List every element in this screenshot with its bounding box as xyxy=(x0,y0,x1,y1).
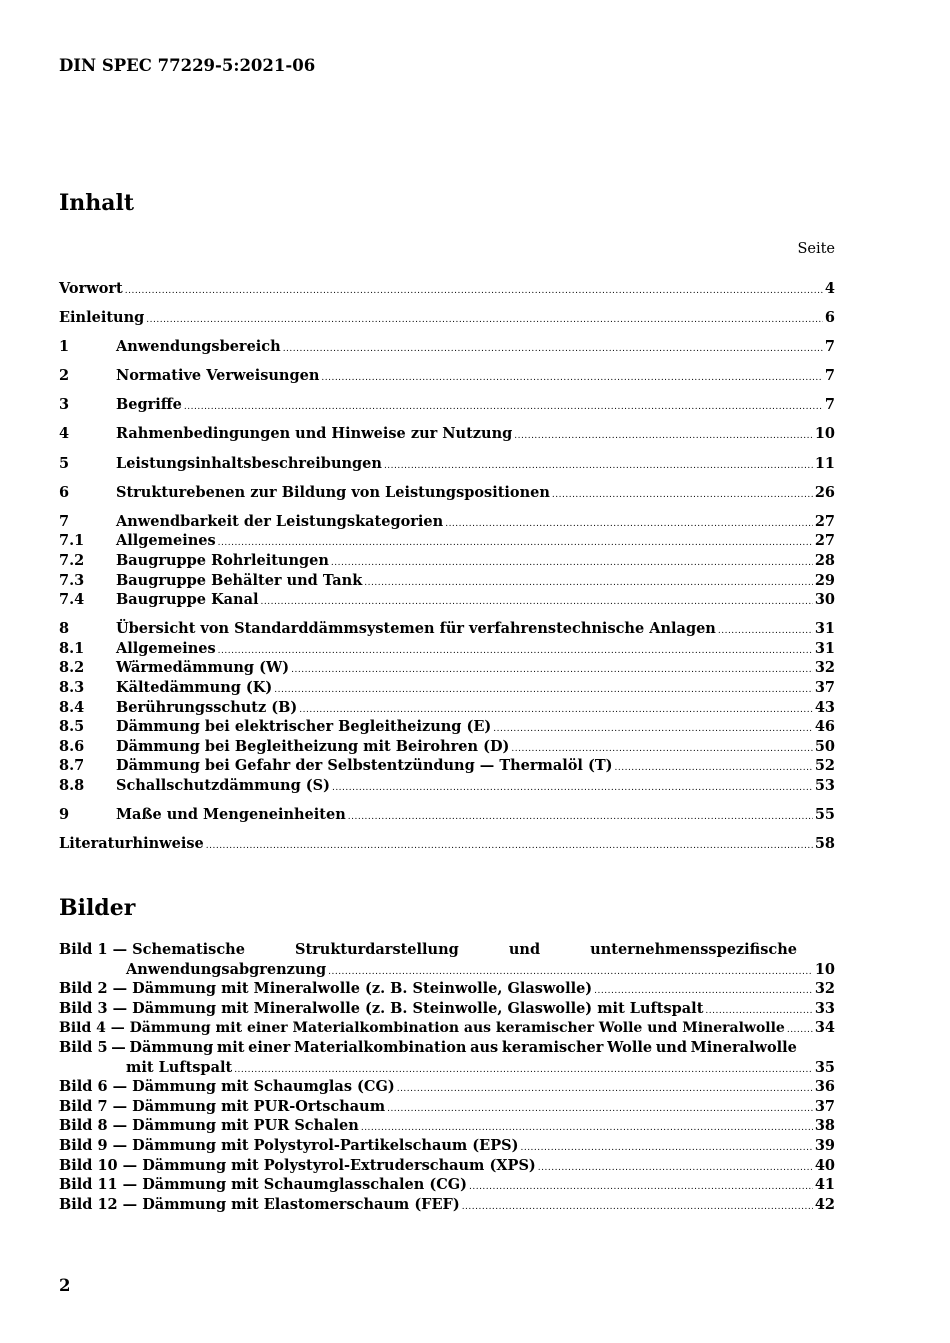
toc-entry-number: 7.3 xyxy=(59,571,85,589)
toc-entry-einleitung[interactable] xyxy=(59,308,835,328)
figure-entry-title: Bild 7 — Dämmung mit PUR-Ortschaum xyxy=(59,1097,386,1115)
toc-entry-page: 4 xyxy=(824,280,835,297)
toc-entry-3[interactable] xyxy=(59,395,835,415)
figure-entry-page: 36 xyxy=(814,1078,835,1096)
figure-entry-2[interactable] xyxy=(59,979,835,999)
dot-leader xyxy=(538,1159,813,1179)
toc-entry-page: 26 xyxy=(814,483,835,501)
figure-entry-11[interactable] xyxy=(59,1175,835,1195)
toc-entry-5[interactable] xyxy=(59,454,835,474)
word: Dämmung xyxy=(129,1038,214,1056)
toc-entry-title: Strukturebenen zur Bildung von Leistungspositionen xyxy=(116,483,550,501)
toc-entry-page: 10 xyxy=(814,425,835,443)
toc-heading: Inhalt xyxy=(59,190,135,216)
figure-entry-page: 34 xyxy=(814,1019,835,1037)
toc-entry-title: Übersicht von Standarddämmsystemen für verfahrenstechnische Anlagen xyxy=(116,620,716,638)
word: Bild 5 xyxy=(59,1038,108,1056)
toc-entry-7-4[interactable] xyxy=(59,590,835,610)
list-of-figures xyxy=(59,940,835,1214)
toc-entry-page: 58 xyxy=(814,835,835,853)
toc-entry-number: 8.4 xyxy=(59,698,85,716)
figure-entry-title: Bild 11 — Dämmung mit Schaumglasschalen (CG) xyxy=(59,1176,467,1194)
figure-entry-continuation xyxy=(59,960,835,980)
toc-entry-number: 9 xyxy=(59,806,70,824)
word: und xyxy=(508,941,541,958)
toc-entry-8-2[interactable] xyxy=(59,658,835,678)
dot-leader xyxy=(274,681,813,701)
figure-entry-title-line xyxy=(59,1038,797,1058)
toc-entry-title: Dämmung bei elektrischer Begleitheizung (E) xyxy=(116,718,492,736)
figure-entry-title: Bild 10 — Dämmung mit Polystyrol-Extruderschaum (XPS) xyxy=(59,1156,536,1174)
toc-entry-8-4[interactable] xyxy=(59,698,835,718)
figure-entry-page: 35 xyxy=(814,1058,835,1076)
toc-entry-7-1[interactable] xyxy=(59,531,835,551)
toc-entry-page: 7 xyxy=(824,396,835,414)
word: Bild 1 — Schematische xyxy=(59,941,245,958)
word: mit xyxy=(216,1038,245,1056)
dot-leader xyxy=(332,779,813,799)
toc-entry-title: Einleitung xyxy=(59,309,145,327)
toc-entry-number: 7.1 xyxy=(59,532,85,550)
figure-entry-page: 39 xyxy=(814,1136,835,1154)
dot-leader xyxy=(261,593,813,613)
figure-entry-title: mit Luftspalt xyxy=(126,1058,233,1076)
word: Wolle xyxy=(607,1038,653,1056)
dot-leader xyxy=(206,837,813,857)
word: Mineralwolle xyxy=(690,1038,797,1056)
toc-entry-page: 6 xyxy=(824,309,835,327)
toc-entry-title: Maße und Mengeneinheiten xyxy=(116,806,346,824)
toc-entry-page: 31 xyxy=(814,639,835,657)
toc-entry-number: 8.7 xyxy=(59,757,85,775)
word: unternehmensspezifische xyxy=(590,941,797,958)
toc-entry-7-2[interactable] xyxy=(59,551,835,571)
toc-entry-title: Literaturhinweise xyxy=(59,835,204,853)
figure-entry-3[interactable] xyxy=(59,999,835,1019)
figure-entry-4[interactable] xyxy=(59,1018,835,1038)
dot-leader xyxy=(125,282,823,302)
dot-leader xyxy=(462,1198,813,1218)
figure-entry-7[interactable] xyxy=(59,1097,835,1117)
dot-leader xyxy=(493,720,813,740)
toc-entry-page: 32 xyxy=(814,659,835,677)
dot-leader xyxy=(321,369,823,389)
toc-entry-7-3[interactable] xyxy=(59,571,835,591)
toc-entry-page: 7 xyxy=(824,367,835,385)
word: Strukturdarstellung xyxy=(295,941,459,958)
figure-entry-page: 37 xyxy=(814,1097,835,1115)
dot-leader xyxy=(469,1178,813,1198)
dot-leader xyxy=(146,311,823,331)
toc-entry-1[interactable] xyxy=(59,337,835,357)
toc-entry-page: 46 xyxy=(814,718,835,736)
toc-entry-number: 7.4 xyxy=(59,591,85,609)
dot-leader xyxy=(718,622,813,642)
toc-entry-title: Baugruppe Kanal xyxy=(116,591,259,609)
figure-entry-page: 32 xyxy=(814,980,835,998)
toc-entry-page: 52 xyxy=(814,757,835,775)
figure-entry-title: Bild 2 — Dämmung mit Mineralwolle (z. B. Steinwolle, Glaswolle) xyxy=(59,980,593,998)
figure-entry-page: 10 xyxy=(814,960,835,978)
figure-entry-8[interactable] xyxy=(59,1116,835,1136)
figure-entry-1[interactable] xyxy=(59,940,835,979)
toc-entry-literatur[interactable] xyxy=(59,834,835,854)
toc-entry-page: 11 xyxy=(814,454,835,472)
toc-entry-title: Normative Verweisungen xyxy=(116,367,320,385)
word: — xyxy=(111,1038,126,1056)
toc-entry-page: 30 xyxy=(814,591,835,609)
toc-entry-page: 28 xyxy=(814,551,835,569)
word: keramischer xyxy=(501,1038,604,1056)
toc-entry-6[interactable] xyxy=(59,483,835,503)
toc-entry-title: Rahmenbedingungen und Hinweise zur Nutzung xyxy=(116,425,513,443)
dot-leader xyxy=(445,515,813,535)
toc-entry-title: Wärmedämmung (W) xyxy=(116,659,290,677)
toc-entry-page: 37 xyxy=(814,679,835,696)
toc-entry-number: 8.3 xyxy=(59,679,85,696)
page-number: 2 xyxy=(59,1276,71,1295)
dot-leader xyxy=(348,808,813,828)
toc-entry-number: 8.5 xyxy=(59,718,85,736)
toc-entry-8-6[interactable] xyxy=(59,737,835,757)
toc-entry-8-1[interactable] xyxy=(59,639,835,659)
toc-entry-number: 5 xyxy=(59,454,70,472)
toc-entry-title: Baugruppe Rohrleitungen xyxy=(116,551,329,569)
toc-entry-page: 7 xyxy=(824,338,835,356)
figure-entry-page: 38 xyxy=(814,1117,835,1135)
figure-entry-title: Bild 4 — Dämmung mit einer Materialkombination aus keramischer Wolle und Mineralwolle xyxy=(59,1020,785,1037)
figure-entry-title: Bild 6 — Dämmung mit Schaumglas (CG) xyxy=(59,1078,395,1096)
toc-entry-page: 50 xyxy=(814,737,835,755)
toc-entry-8-8[interactable] xyxy=(59,776,835,796)
dot-leader xyxy=(387,1100,813,1120)
dot-leader xyxy=(552,486,813,506)
toc-entry-title: Vorwort xyxy=(59,280,123,297)
toc-entry-title: Schallschutzdämmung (S) xyxy=(116,776,330,794)
dot-leader xyxy=(615,759,813,779)
figure-entry-title: Bild 8 — Dämmung mit PUR Schalen xyxy=(59,1117,359,1135)
seite-label: Seite xyxy=(797,241,835,257)
toc-entry-7[interactable] xyxy=(59,512,835,532)
toc-entry-number: 6 xyxy=(59,483,70,501)
dot-leader xyxy=(384,457,813,477)
dot-leader xyxy=(520,1139,812,1159)
toc-entry-title: Leistungsinhaltsbeschreibungen xyxy=(116,454,382,472)
dot-leader xyxy=(397,1080,813,1100)
toc-entry-number: 8.2 xyxy=(59,659,85,677)
toc-entry-title: Dämmung bei Gefahr der Selbstentzündung — Thermalöl (T) xyxy=(116,757,613,775)
toc-entry-title: Anwendungsbereich xyxy=(116,338,281,356)
toc-entry-number: 8.1 xyxy=(59,639,85,657)
figure-entry-page: 42 xyxy=(814,1195,835,1213)
toc-entry-title: Kältedämmung (K) xyxy=(116,679,273,696)
toc-entry-8[interactable] xyxy=(59,619,835,639)
word: Materialkombination xyxy=(293,1038,467,1056)
figure-entry-10[interactable] xyxy=(59,1156,835,1176)
toc-entry-page: 53 xyxy=(814,776,835,794)
toc-entry-number: 8.6 xyxy=(59,737,85,755)
toc-entry-title: Baugruppe Behälter und Tank xyxy=(116,571,363,589)
toc-entry-title: Berührungsschutz (B) xyxy=(116,698,298,716)
figure-entry-page: 40 xyxy=(814,1156,835,1174)
toc-entry-title: Dämmung bei Begleitheizung mit Beirohren (D) xyxy=(116,737,510,755)
toc-entry-4[interactable] xyxy=(59,424,835,444)
figures-heading: Bilder xyxy=(59,895,136,921)
toc-entry-title: Allgemeines xyxy=(116,639,216,657)
dot-leader xyxy=(291,661,813,681)
dot-leader xyxy=(364,574,813,594)
document-id: DIN SPEC 77229-5:2021-06 xyxy=(59,56,316,75)
toc-entry-number: 7 xyxy=(59,512,70,530)
toc-entry-page: 27 xyxy=(814,512,835,530)
figure-entry-title: Bild 3 — Dämmung mit Mineralwolle (z. B. Steinwolle, Glaswolle) mit Luftspalt xyxy=(59,999,704,1017)
toc-entry-title: Anwendbarkeit der Leistungskategorien xyxy=(116,512,444,530)
figure-entry-continuation xyxy=(59,1058,835,1078)
toc-entry-number: 8 xyxy=(59,620,70,638)
toc-entry-page: 27 xyxy=(814,532,835,550)
toc-entry-title: Begriffe xyxy=(116,396,182,414)
toc-entry-page: 55 xyxy=(814,806,835,824)
toc-entry-vorwort[interactable] xyxy=(59,279,835,299)
toc-entry-page: 29 xyxy=(814,571,835,589)
toc-entry-2[interactable] xyxy=(59,366,835,386)
toc-entry-number: 2 xyxy=(59,367,70,385)
figure-entry-5[interactable] xyxy=(59,1038,835,1077)
figure-entry-9[interactable] xyxy=(59,1136,835,1156)
toc-entry-title: Allgemeines xyxy=(116,532,216,550)
dot-leader xyxy=(218,642,813,662)
figure-entry-page: 41 xyxy=(814,1176,835,1194)
toc-entry-number: 1 xyxy=(59,338,70,356)
figure-entry-6[interactable] xyxy=(59,1077,835,1097)
figure-entry-12[interactable] xyxy=(59,1195,835,1215)
toc-entry-9[interactable] xyxy=(59,805,835,825)
table-of-contents xyxy=(59,279,835,854)
toc-entry-8-5[interactable] xyxy=(59,717,835,737)
word: und xyxy=(655,1038,687,1056)
toc-entry-page: 31 xyxy=(814,620,835,638)
toc-entry-number: 4 xyxy=(59,425,70,443)
figure-entry-title-line xyxy=(59,940,797,960)
word: aus xyxy=(470,1038,499,1056)
toc-entry-8-7[interactable] xyxy=(59,756,835,776)
dot-leader xyxy=(514,427,813,447)
toc-entry-number: 3 xyxy=(59,396,70,414)
figure-entry-title: Bild 12 — Dämmung mit Elastomerschaum (FEF) xyxy=(59,1195,460,1213)
dot-leader xyxy=(331,554,813,574)
figure-entry-title: Anwendungsabgrenzung xyxy=(126,960,327,978)
figure-entry-title: Bild 9 — Dämmung mit Polystyrol-Partikelschaum (EPS) xyxy=(59,1136,519,1154)
word: einer xyxy=(248,1038,291,1056)
dot-leader xyxy=(184,398,823,418)
toc-entry-number: 7.2 xyxy=(59,551,85,569)
figure-entry-page: 33 xyxy=(814,999,835,1017)
toc-entry-number: 8.8 xyxy=(59,776,85,794)
toc-entry-page: 43 xyxy=(814,698,835,716)
toc-entry-8-3[interactable] xyxy=(59,678,835,698)
dot-leader xyxy=(283,340,823,360)
